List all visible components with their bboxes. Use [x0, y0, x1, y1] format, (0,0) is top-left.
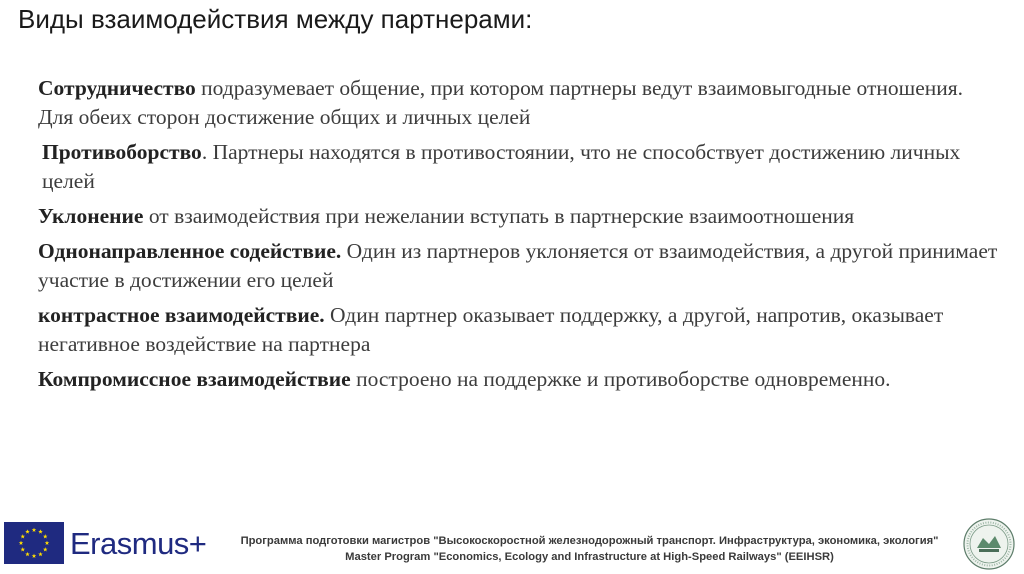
footer	[0, 514, 1024, 574]
list-item	[38, 365, 998, 394]
slide-title: Виды взаимодействия между партнерами:	[18, 4, 533, 34]
item-text: . Партнеры находятся в противостоянии, что не способствует достижению личных целей	[42, 140, 961, 193]
item-text: построено на поддержке и противоборстве одновременно.	[350, 367, 891, 391]
item-text: подразумевает общение, при котором партнеры ведут взаимовыгодные отношения. Для обеих сторон достижение общих и личных целей	[38, 76, 964, 129]
item-term: контрастное взаимодействие.	[38, 303, 325, 327]
item-term: Сотрудничество	[38, 76, 196, 100]
program-info	[232, 533, 947, 565]
content-list	[38, 74, 998, 400]
program-line-en: Master Program "Economics, Ecology and Infrastructure at High-Speed Railways" (EEIHSR)	[345, 551, 834, 563]
item-term: Однонаправленное содействие.	[38, 239, 342, 263]
item-term: Противоборство	[42, 140, 202, 164]
item-text: от взаимодействия при нежелании вступать в партнерские взаимоотношения	[143, 204, 855, 228]
eu-flag-icon	[4, 522, 64, 564]
list-item	[38, 138, 998, 196]
item-term: Уклонение	[38, 204, 144, 228]
university-seal-icon	[963, 518, 1015, 570]
list-item	[38, 202, 998, 231]
item-text: Один из партнеров уклоняется от взаимодействия, а другой принимает участие в достижении его целей	[38, 239, 998, 292]
program-line-ru: Программа подготовки магистров "Высокоскоростной железнодорожный транспорт. Инфраструктура, экономика, экология"	[240, 535, 939, 547]
list-item	[38, 301, 998, 359]
erasmus-logo-text: Erasmus+	[70, 526, 207, 561]
item-text: Один партнер оказывает поддержку, а другой, напротив, оказывает негативное воздействие на партнера	[38, 303, 944, 356]
item-term: Компромиссное взаимодействие	[38, 367, 351, 391]
list-item	[38, 74, 998, 132]
list-item	[38, 237, 998, 295]
